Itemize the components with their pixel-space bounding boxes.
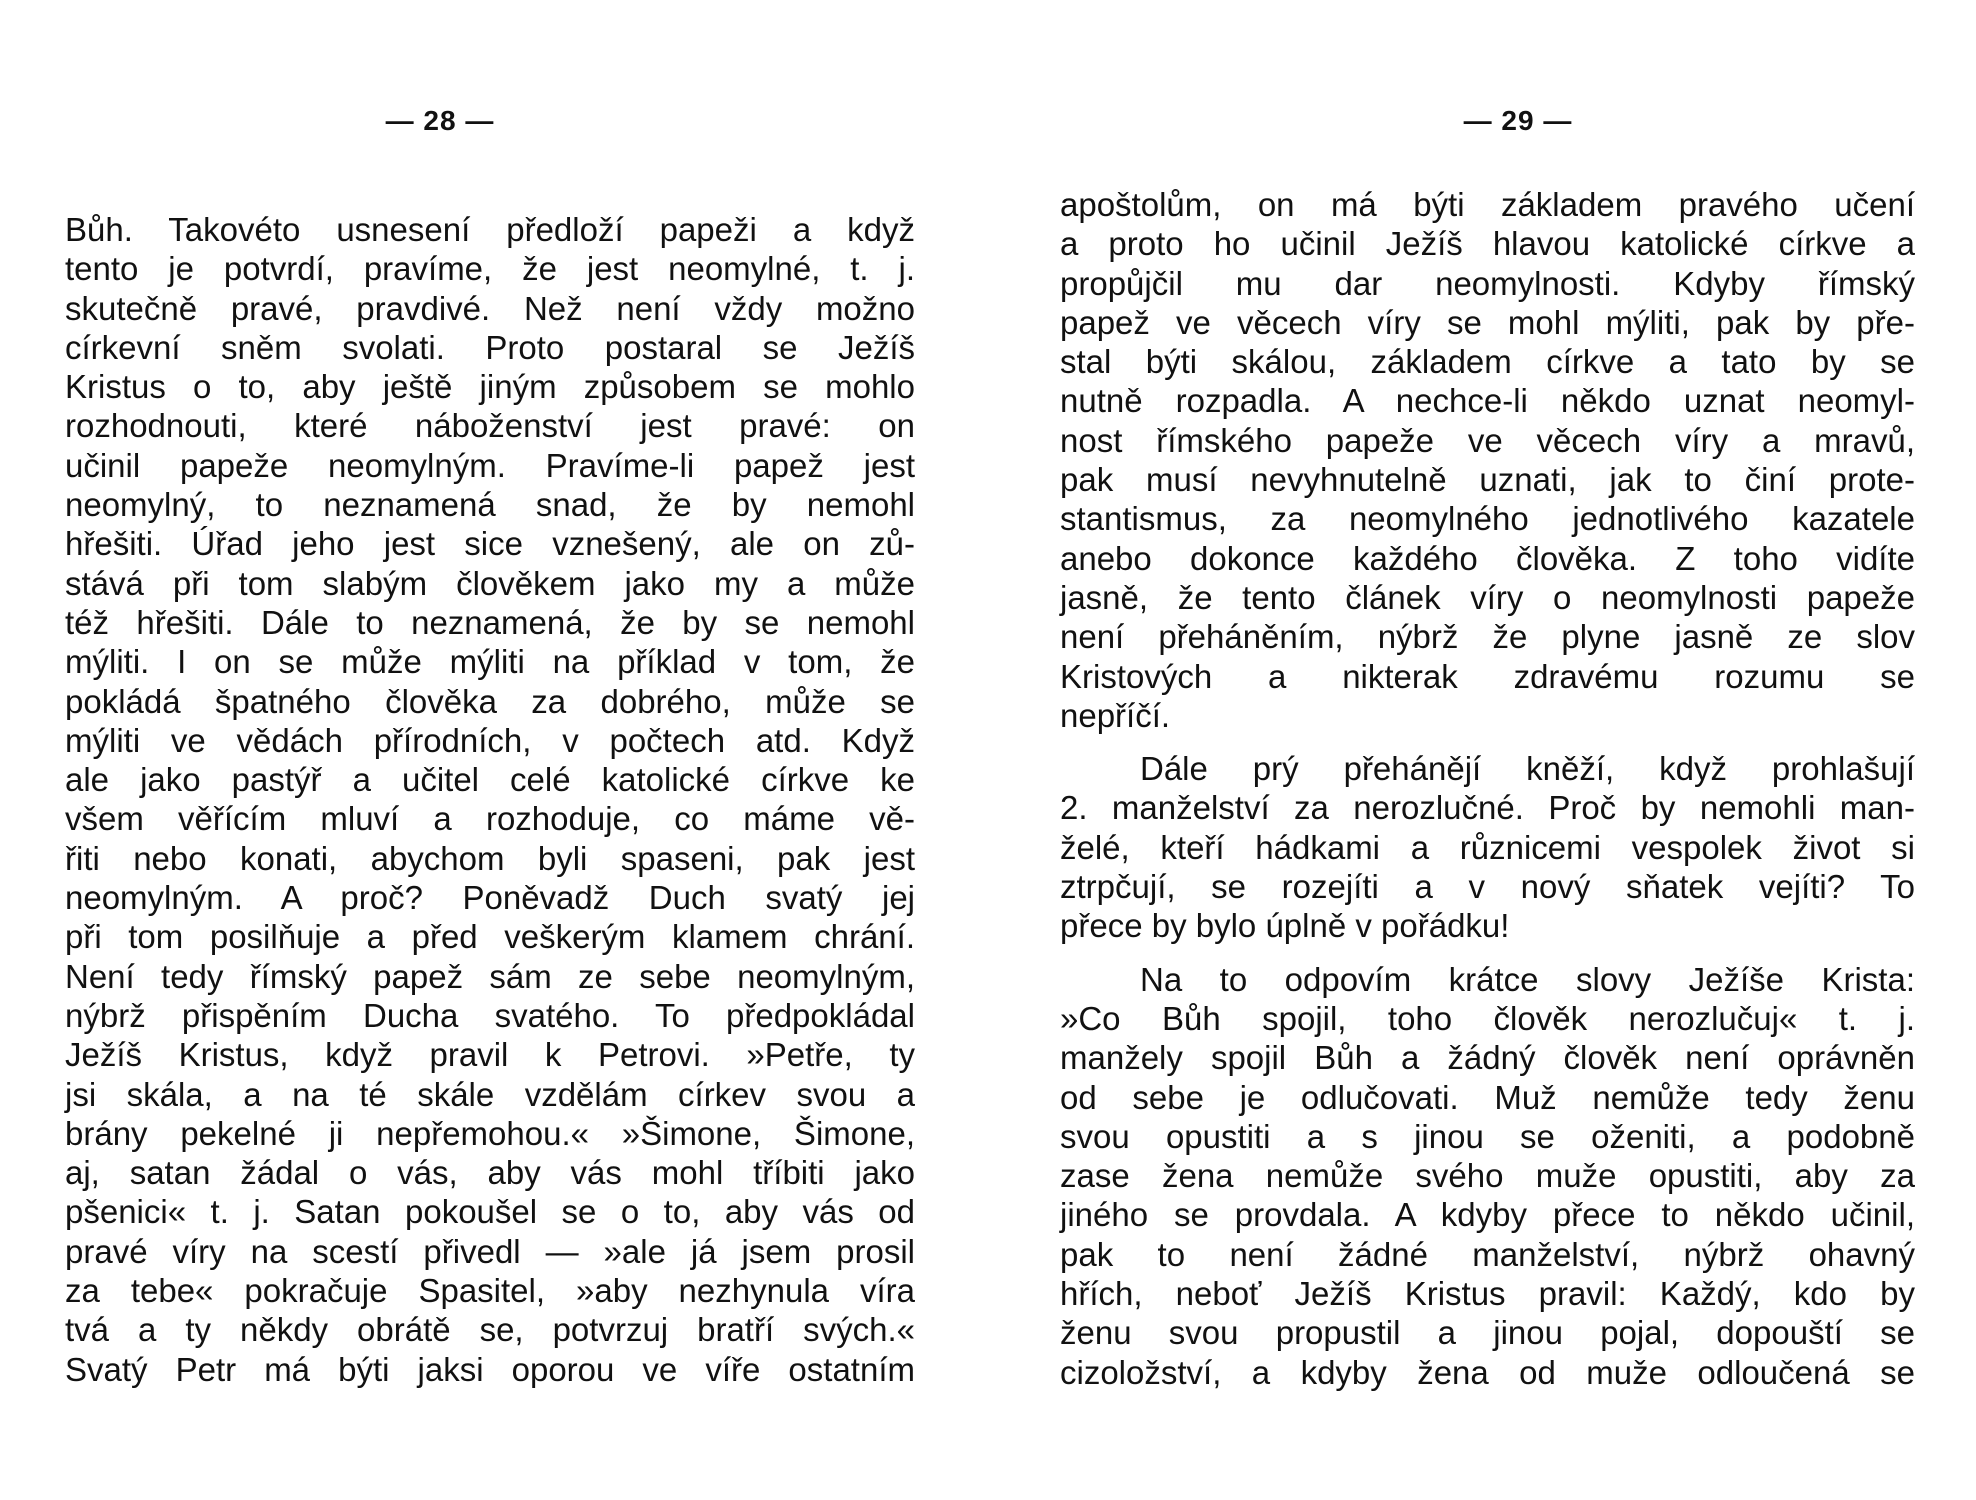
text-line: Bůh. Takovéto usnesení předloží papeži a když (65, 211, 915, 248)
text-line: propůjčil mu dar neomylnosti. Kdyby římský (1060, 264, 1915, 302)
text-line: brány pekelné ji nepřemohou.« »Šimone, Šimone, (65, 1114, 915, 1152)
text-line: není přeháněním, nýbrž že plyne jasně ze slov (1060, 618, 1915, 656)
text-line: od sebe je odlučovati. Muž nemůže tedy ženu (1060, 1078, 1915, 1116)
text-line: Kristových a nikterak zdravému rozumu se (1060, 657, 1915, 695)
text-line: pak musí nevyhnutelně uznati, jak to činí prote- (1060, 461, 1915, 499)
text-line: všem věřícím mluví a rozhoduje, co máme vě- (65, 800, 915, 838)
text-line: neomylný, to neznamená snad, že by nemohl (65, 486, 915, 524)
right-page (988, 0, 1976, 1500)
text-line: aj, satan žádal o vás, aby vás mohl tříbiti jako (65, 1154, 915, 1192)
text-line: jasně, že tento článek víry o neomylnosti papeže (1060, 578, 1915, 616)
text-line: Kristus o to, aby ještě jiným způsobem se mohlo (65, 368, 915, 406)
text-line: nýbrž přispěním Ducha svatého. To předpokládal (65, 996, 915, 1034)
text-line: nepříčí. (1060, 696, 1171, 734)
text-line: církevní sněm svolati. Proto postaral se Ježíš (65, 328, 915, 366)
text-line: řiti nebo konati, abychom byli spaseni, pak jest (65, 839, 915, 877)
text-line: rozhodnouti, které náboženství jest pravé: on (65, 407, 915, 445)
text-line: neomylným. A proč? Poněvadž Duch svatý jej (65, 879, 915, 917)
text-line: pak to není žádné manželství, nýbrž ohavný (1060, 1235, 1915, 1273)
text-line: při tom posilňuje a před veškerým klamem chrání. (65, 918, 915, 956)
text-line: pokládá špatného člověka za dobrého, může se (65, 682, 915, 720)
left-page-text (65, 210, 915, 1389)
text-line: nost římského papeže ve věcech víry a mravů, (1060, 421, 1915, 459)
text-line: Svatý Petr má býti jaksi oporou ve víře ostatním (65, 1350, 915, 1388)
text-line: želé, kteří hádkami a různicemi vespolek život si (1060, 828, 1915, 866)
text-line: ztrpčují, se rozejíti a v nový sňatek vejíti? To (1060, 868, 1915, 906)
right-page-text (1060, 185, 1915, 1392)
text-line: anebo dokonce každého člověka. Z toho vidíte (1060, 539, 1915, 577)
text-line: manžely spojil Bůh a žádný člověk není oprávněn (1060, 1039, 1915, 1077)
text-line: skutečně pravé, pravdivé. Než není vždy možno (65, 289, 915, 327)
text-line: přece by bylo úplně v pořádku! (1060, 907, 1510, 945)
text-line: Ježíš Kristus, když pravil k Petrovi. »Petře, ty (65, 1036, 915, 1074)
text-line: papež ve věcech víry se mohl mýliti, pak by pře- (1060, 303, 1915, 341)
text-line: 2. manželství za nerozlučné. Proč by nemohli man- (1060, 789, 1915, 827)
text-line: a proto ho učinil Ježíš hlavou katolické církve a (1060, 225, 1915, 263)
text-line: tento je potvrdí, pravíme, že jest neomylné, t. j. (65, 250, 915, 288)
text-line: pravé víry na scestí přivedl — »ale já jsem prosil (65, 1232, 915, 1270)
text-line: učinil papeže neomylným. Pravíme-li papež jest (65, 446, 915, 484)
text-line: pšenici« t. j. Satan pokoušel se o to, aby vás od (65, 1193, 915, 1231)
text-line: hřešiti. Úřad jeho jest sice vznešený, ale on zů- (65, 525, 915, 563)
text-line: mýliti. I on se může mýliti na příklad v tom, že (65, 643, 915, 681)
text-line: jsi skála, a na té skále vzdělám církev svou a (65, 1075, 915, 1113)
text-line: stantismus, za neomylného jednotlivého kazatele (1060, 500, 1915, 538)
text-line: svou opustiti a s jinou se oženiti, a podobně (1060, 1117, 1915, 1155)
page-number: — 29 — (1463, 105, 1573, 136)
text-line: Dále prý přehánějí kněží, když prohlašují (1140, 750, 1915, 788)
text-line: stává při tom slabým člověkem jako my a může (65, 564, 915, 602)
text-line: též hřešiti. Dále to neznamená, že by se nemohl (65, 603, 915, 641)
text-line: Není tedy římský papež sám ze sebe neomylným, (65, 957, 915, 995)
text-line: »Co Bůh spojil, toho člověk nerozlučuj« t. j. (1060, 999, 1915, 1037)
text-line: jiného se provdala. A kdyby přece to někdo učinil, (1060, 1196, 1915, 1234)
text-line: mýliti ve vědách přírodních, v počtech atd. Když (65, 721, 915, 759)
text-line: hřích, neboť Ježíš Kristus pravil: Každý, kdo by (1060, 1275, 1915, 1313)
text-line: nutně rozpadla. A nechce-li někdo uznat neomyl- (1060, 382, 1915, 420)
text-line: tvá a ty někdy obrátě se, potvrzuj bratří svých.« (65, 1311, 915, 1349)
text-line: ale jako pastýř a učitel celé katolické církve ke (65, 761, 915, 799)
text-line: zase žena nemůže svého muže opustiti, aby za (1060, 1157, 1915, 1195)
text-line: ženu svou propustil a jinou pojal, dopouští se (1060, 1314, 1915, 1352)
text-line: apoštolům, on má býti základem pravého učení (1060, 186, 1915, 223)
text-line: Na to odpovím krátce slovy Ježíše Krista: (1140, 960, 1915, 998)
page-number: — 28 — (385, 105, 495, 136)
text-line: za tebe« pokračuje Spasitel, »aby nezhynula víra (65, 1272, 915, 1310)
text-line: cizoložství, a kdyby žena od muže odloučená se (1060, 1353, 1915, 1391)
text-line: stal býti skálou, základem církve a tato by se (1060, 343, 1915, 381)
